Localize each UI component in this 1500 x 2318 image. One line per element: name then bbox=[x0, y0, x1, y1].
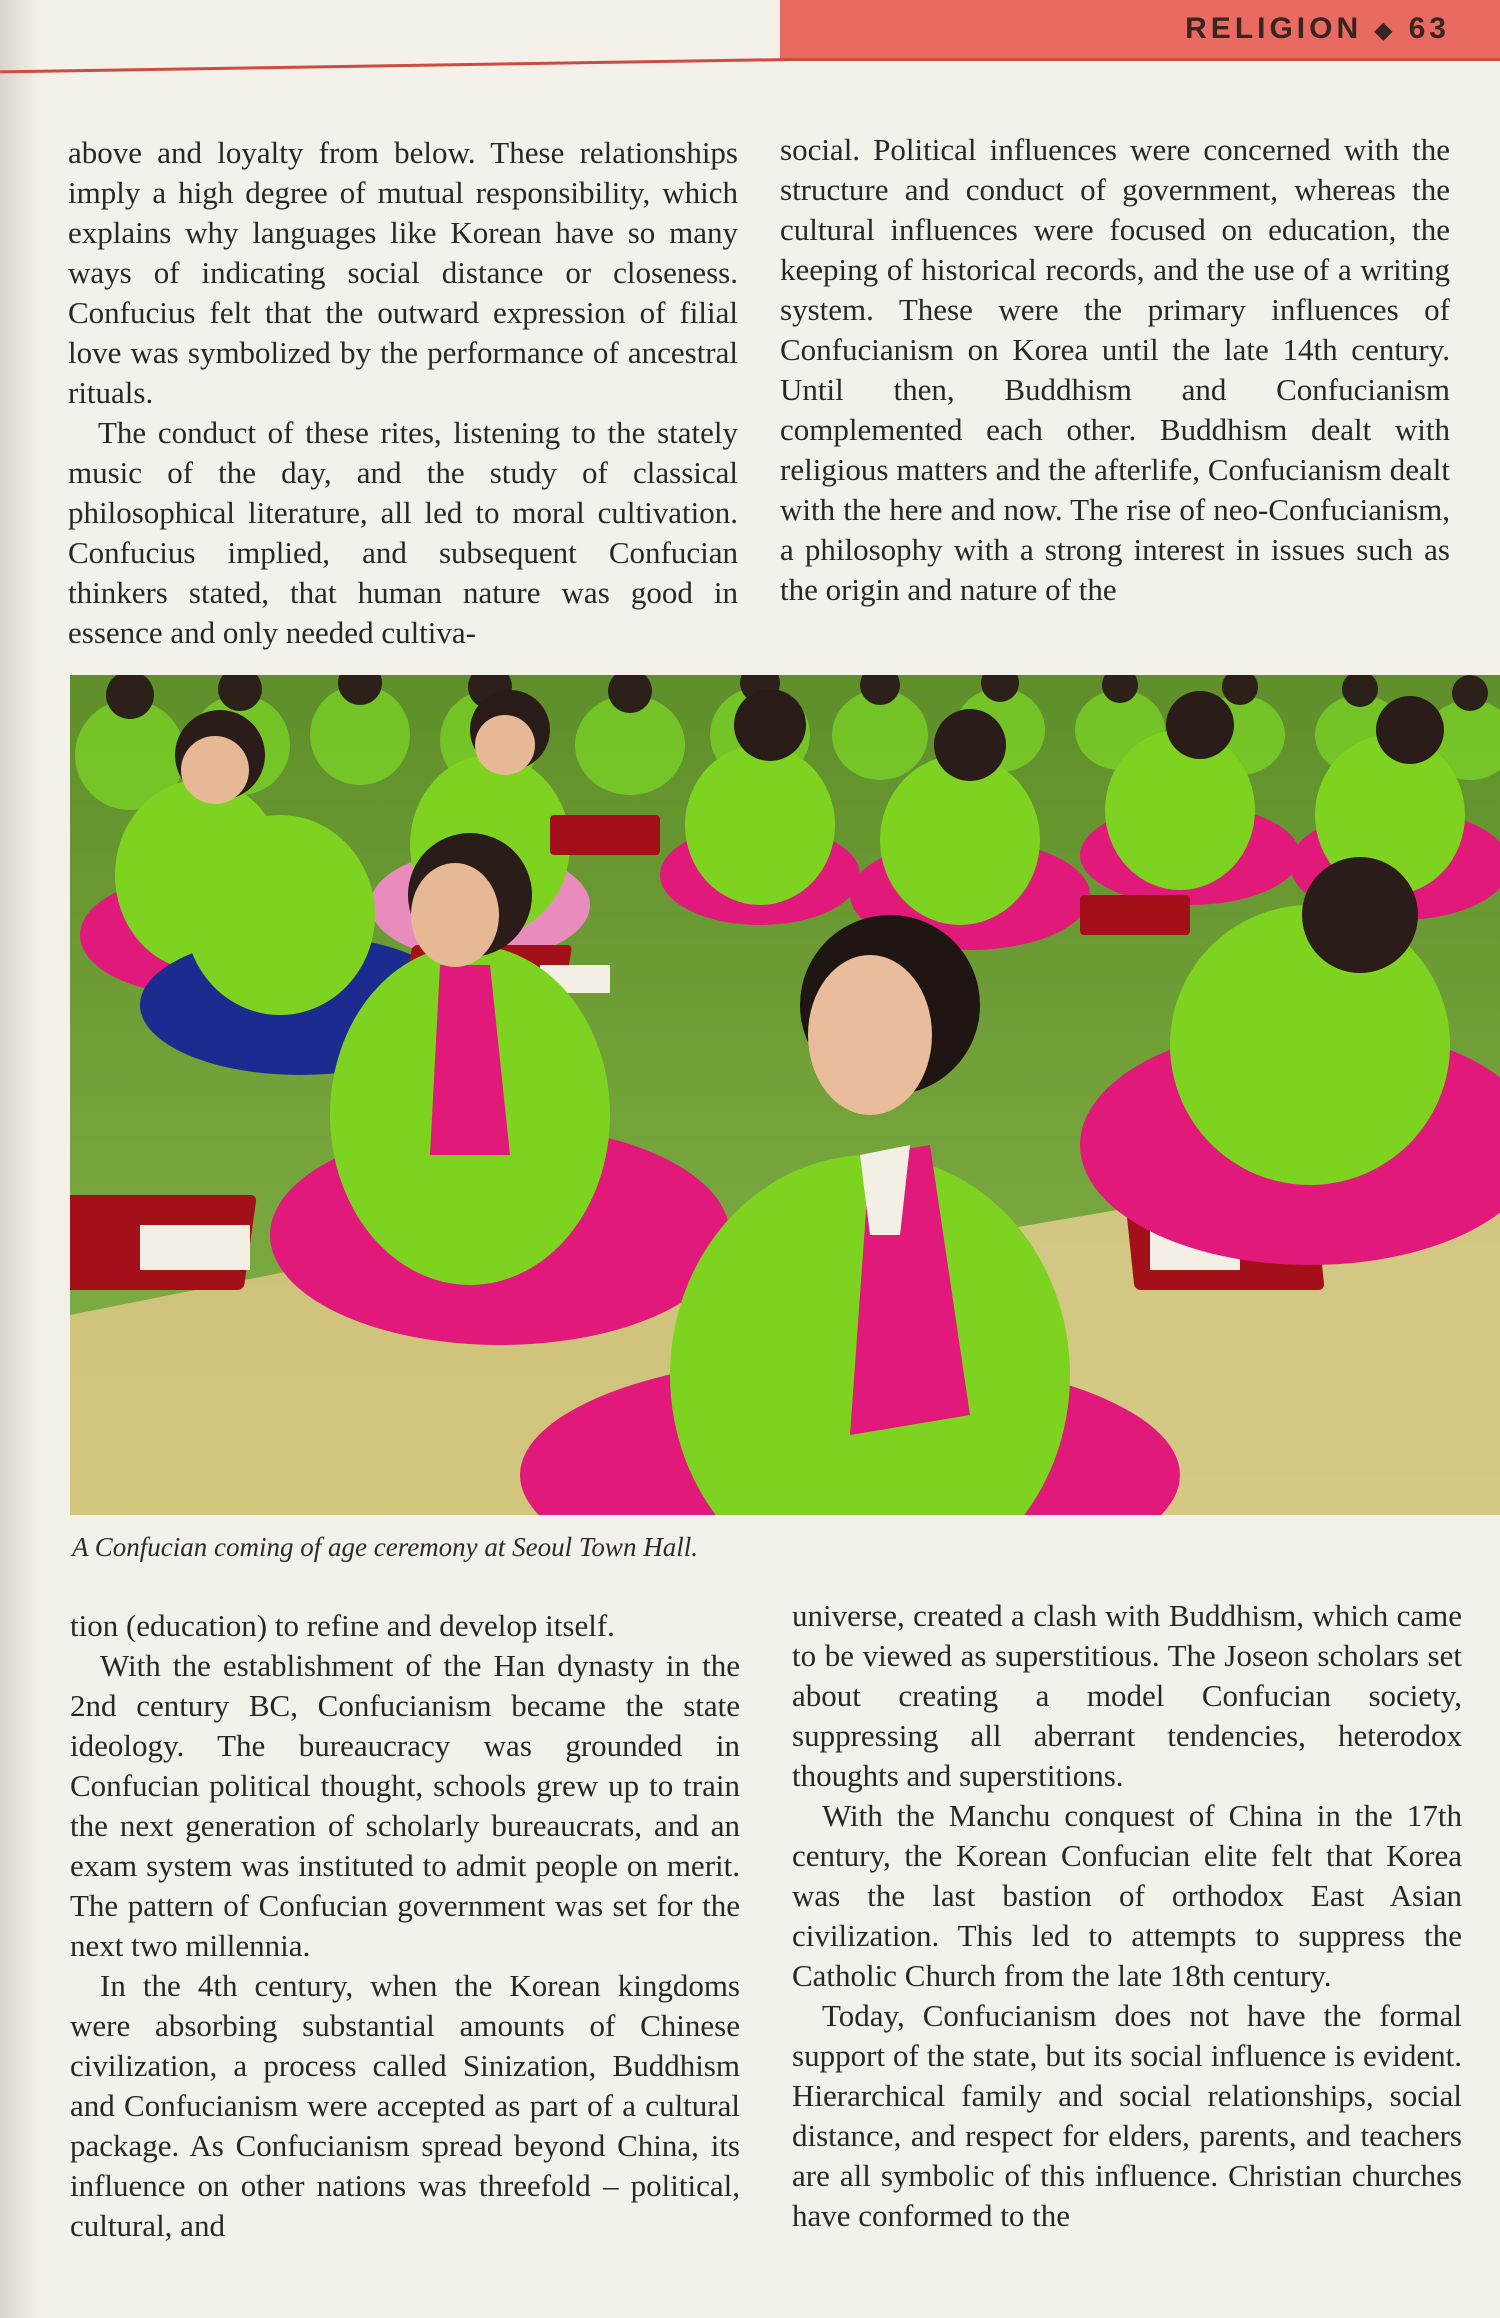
paragraph: The conduct of these rites, listening to the stately music of the day, and the study of classical philosophical literature, all led to moral cultivation. Confucius implied, and subsequent Confucian thinkers stated, that human nature was good in essence and only needed cultiva- bbox=[68, 415, 738, 650]
page-binding-shadow bbox=[0, 0, 40, 2318]
text-column-bottom-left bbox=[70, 1606, 740, 2246]
paragraph: social. Political influences were concerned with the structure and conduct of government, whereas the cultural influences were focused on education, the keeping of historical records, and the use of a writing system. These were the primary influences of Confucianism on Korea until the late 14th century. Until then, Buddhism and Confucianism complemented each other. Buddhism dealt with religious matters and the afterlife, Confucianism dealt with the here and now. The rise of neo-Confucianism, a philosophy with a strong interest in issues such as the origin and nature of the bbox=[780, 132, 1450, 607]
diamond-separator-icon: ◆ bbox=[1374, 17, 1397, 44]
header-rule bbox=[0, 58, 790, 73]
text-column-top-left bbox=[68, 133, 738, 653]
running-header bbox=[1185, 12, 1450, 46]
section-title: RELIGION bbox=[1185, 12, 1363, 45]
paragraph: In the 4th century, when the Korean kingdoms were absorbing substantial amounts of Chinese civilization, a process called Sinization, Buddhism and Confucianism were accepted as part of a cultural package. As Confucianism spread beyond China, its influence on other nations was threefold – political, cultural, and bbox=[70, 1968, 740, 2243]
paragraph: With the establishment of the Han dynasty in the 2nd century BC, Confucianism became the state ideology. The bureaucracy was grounded in Confucian political thought, schools grew up to train the next generation of scholarly bureaucrats, and an exam system was instituted to admit people on merit. The pattern of Confucian government was set for the next two millennia. bbox=[70, 1648, 740, 1963]
paragraph: universe, created a clash with Buddhism, which came to be viewed as superstitious. The Joseon scholars set about creating a model Confucian society, suppressing all aberrant tendencies, heterodox thoughts and superstitions. bbox=[792, 1598, 1462, 1793]
page-number: 63 bbox=[1408, 12, 1450, 45]
photo-caption: A Confucian coming of age ceremony at Seoul Town Hall. bbox=[72, 1532, 698, 1562]
text-column-bottom-right bbox=[792, 1596, 1462, 2236]
text-column-top-right bbox=[780, 130, 1450, 610]
ceremony-illustration bbox=[70, 675, 1500, 1515]
paragraph: Today, Confucianism does not have the formal support of the state, but its social influence is evident. Hierarchical family and social relationships, social distance, and respect for elders, parents, and teachers are all symbolic of this influence. Christian churches have conformed to the bbox=[792, 1998, 1462, 2233]
running-header-band bbox=[780, 0, 1500, 58]
paragraph: above and loyalty from below. These relationships imply a high degree of mutual responsibility, which explains why languages like Korean have so many ways of indicating social distance or closeness. Confucius felt that the outward expression of filial love was symbolized by the performance of ancestral rituals. bbox=[68, 135, 738, 410]
header-rule-right bbox=[780, 58, 1500, 61]
ceremony-photo bbox=[70, 675, 1500, 1515]
paragraph: With the Manchu conquest of China in the 17th century, the Korean Confucian elite felt that Korea was the last bastion of orthodox East Asian civilization. This led to attempts to suppress the Catholic Church from the late 18th century. bbox=[792, 1798, 1462, 1993]
paragraph: tion (education) to refine and develop itself. bbox=[70, 1608, 615, 1643]
